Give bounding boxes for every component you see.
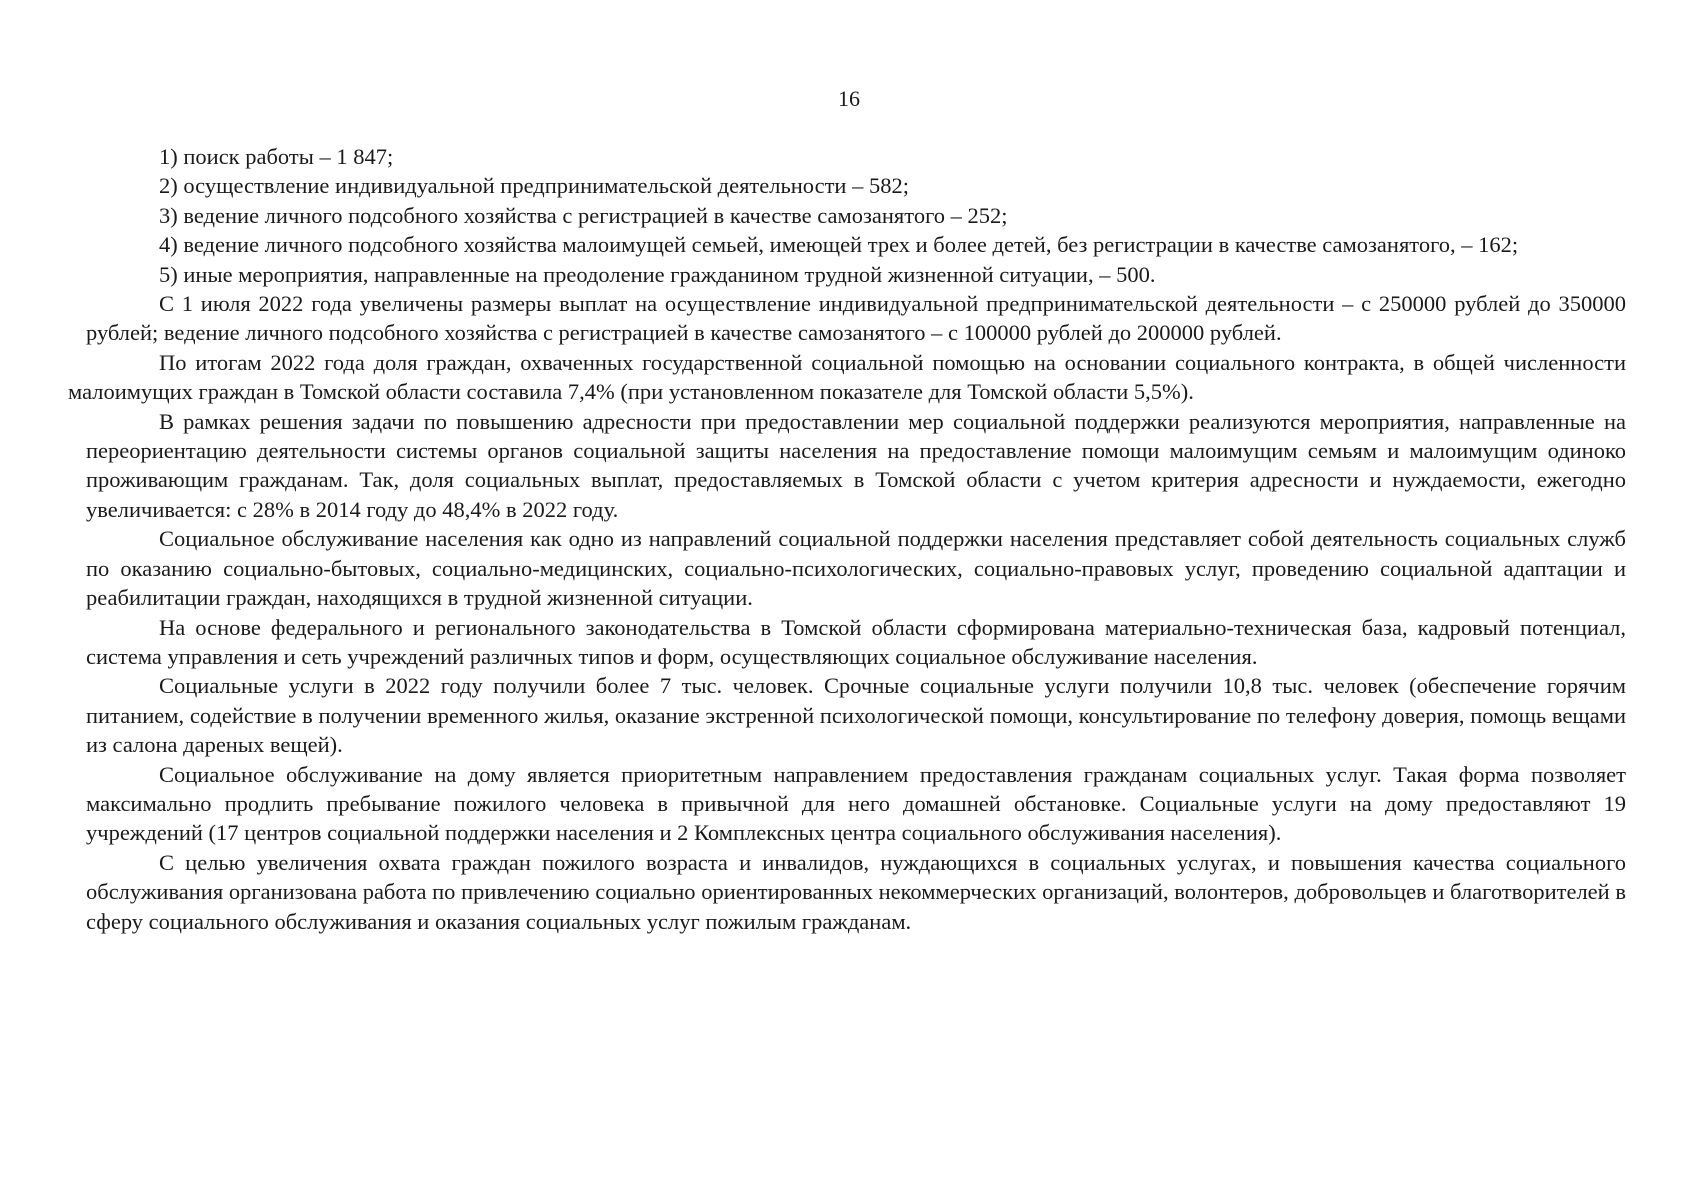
document-body — [68, 142, 1626, 936]
paragraph-social-contract-share: По итогам 2022 года доля граждан, охваченных государственной социальной помощью на основании социального контракта, в общей численности малоимущих граждан в Томской области составила 7,4% (при установленном показателе для Томской области 5,5%). — [68, 349, 1626, 405]
list-item: 4) ведение личного подсобного хозяйства малоимущей семьей, имеющей трех и более детей, без регистрации в качестве самозанятого, – 162; — [159, 232, 1519, 258]
paragraph-payment-increase: С 1 июля 2022 года увеличены размеры выплат на осуществление индивидуальной предпринимательской деятельности – с 250000 рублей до 350000 рублей; ведение личного подсобного хозяйства с регистрацией в качестве самозанятого – с 100000 рублей до 200000 рублей. — [86, 291, 1626, 346]
page-number: 16 — [838, 86, 860, 111]
paragraph-legislation-base: На основе федерального и регионального законодательства в Томской области сформирована материально-техническая база, кадровый потенциал, система управления и сеть учреждений различных типов и форм, осуществляющих социальное обслуживание населения. — [86, 614, 1626, 669]
list-item: 5) иные мероприятия, направленные на преодоление гражданином трудной жизненной ситуации, – 500. — [159, 261, 1156, 287]
list-item: 3) ведение личного подсобного хозяйства с регистрацией в качестве самозанятого – 252; — [159, 202, 1008, 228]
paragraph-home-services: Социальное обслуживание на дому является приоритетным направлением предоставления гражданам социальных услуг. Такая форма позволяет максимально продлить пребывание пожилого человека в привычной для него домашней обстановке. Социальные услуги на дому предоставляют 19 учреждений (17 центров социальной поддержки населения и 2 Комплексных центра социального обслуживания населения). — [86, 761, 1626, 846]
paragraph-social-services-definition: Социальное обслуживание населения как одно из направлений социальной поддержки населения представляет собой деятельность социальных служб по оказанию социально-бытовых, социально-медицинских, социально-психологических, социально-правовых услуг, проведению социальной адаптации и реабилитации граждан, находящихся в трудной жизненной ситуации. — [86, 526, 1626, 611]
paragraph-services-received: Социальные услуги в 2022 году получили более 7 тыс. человек. Срочные социальные услуги получили 10,8 тыс. человек (обеспечение горячим питанием, содействие в получении временного жилья, оказание экстренной психологической помощи, консультирование по телефону доверия, помощь вещами из салона дареных вещей). — [86, 673, 1626, 758]
list-item: 2) осуществление индивидуальной предпринимательской деятельности – 582; — [159, 173, 909, 199]
paragraph-targeting: В рамках решения задачи по повышению адресности при предоставлении мер социальной поддержки реализуются мероприятия, направленные на переориентацию деятельности системы органов социальной защиты населения на предоставление помощи малоимущим семьям и малоимущим одиноко проживающим гражданам. Так, доля социальных выплат, предоставляемых в Томской области с учетом критерия адресности и нуждаемости, ежегодно увеличивается: с 28% в 2014 году до 48,4% в 2022 году. — [86, 408, 1626, 522]
paragraph-nonprofit-involvement: С целью увеличения охвата граждан пожилого возраста и инвалидов, нуждающихся в социальных услугах, и повышения качества социального обслуживания организована работа по привлечению социально ориентированных некоммерческих организаций, волонтеров, добровольцев и благотворителей в сферу социального обслуживания и оказания социальных услуг пожилым гражданам. — [86, 849, 1626, 934]
list-item: 1) поиск работы – 1 847; — [159, 144, 394, 169]
